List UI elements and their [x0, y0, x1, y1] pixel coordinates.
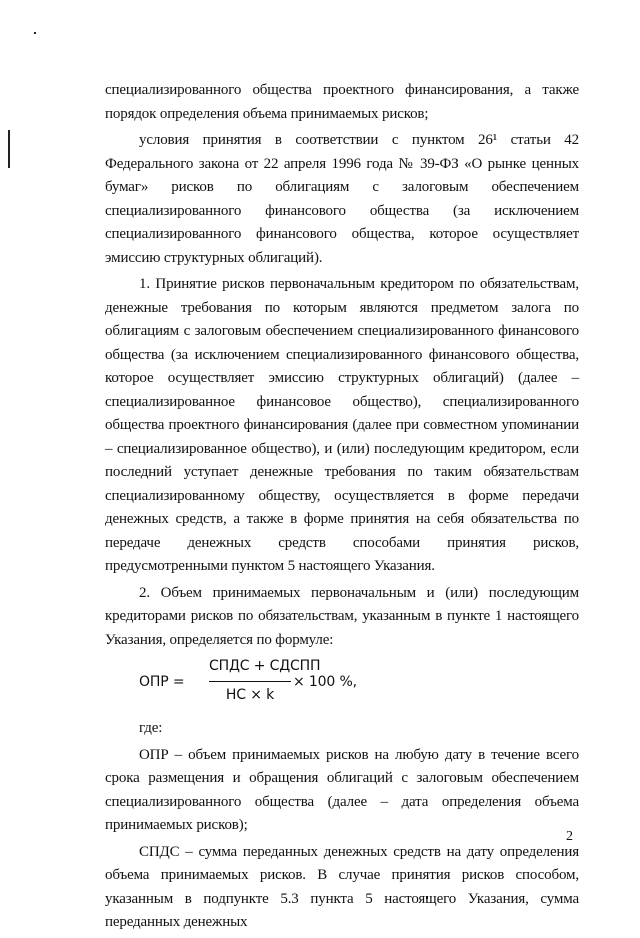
formula-lhs: ОПР =	[139, 674, 185, 690]
where-label: где:	[139, 720, 163, 736]
page-number: 2	[566, 829, 573, 844]
formula-numerator: СПДС + СДСПП	[209, 655, 291, 682]
document-body	[105, 79, 579, 938]
scan-artifact-top-dot	[34, 32, 36, 34]
paragraph-clause-2: 2. Объем принимаемых первоначальным и (или) последующим кредиторами рисков по обязательствам, указанным в пункте 1 настоящего Указания, определяется по формуле:	[105, 584, 579, 648]
scan-artifact-margin-line	[8, 130, 10, 168]
formula-fraction	[209, 655, 321, 707]
paragraph-conditions: условия принятия в соответствии с пунктом 26¹ статьи 42 Федерального закона от 22 апреля 1996 года № 39-ФЗ «О рынке ценных бумаг» рисков по облигациям с залоговым обеспечением специализированного финансового общества (за исключением специализированного финансового общества, которое осуществляет эмиссию структурных облигаций).	[105, 132, 579, 266]
formula-denominator: НС × k	[225, 686, 275, 703]
formula	[105, 655, 579, 713]
definition-opr: ОПР – объем принимаемых рисков на любую дату в течение всего срока размещения и обращения облигаций с залоговым обеспечением специализированного общества (далее – дата определения объема принимаемых рисков);	[105, 746, 579, 833]
paragraph-clause-1: 1. Принятие рисков первоначальным кредитором по обязательствам, денежные требования по которым являются предметом залога по облигациям с залоговым обеспечением специализированного финансового общества (за исключением специализированного финансового общества, которое осуществляет эмиссию структурных облигаций) (далее – специализированное финансовое общество), специализированного общества проектного финансирования (далее при совместном упоминании – специализированное общество), и (или) последующим кредитором, если последний уступает денежные требования по таким обязательствам специализированному обществу, осуществляется в форме передачи денежных средств, а также в форме принятия на себя обязательства по передаче денежных средств способами принятия рисков, предусмотренными пунктом 5 настоящего Указания.	[105, 276, 579, 574]
paragraph-continuation: специализированного общества проектного финансирования, а также порядок определения объема принимаемых рисков;	[105, 82, 579, 122]
formula-rhs: × 100 %,	[293, 674, 357, 690]
definition-spds: СПДС – сумма переданных денежных средств на дату определения объема принимаемых рисков. В случае принятия рисков способом, указанным в подпункте 5.3 пункта 5 настоящего Указания, сумма переданных денежных	[105, 843, 579, 930]
